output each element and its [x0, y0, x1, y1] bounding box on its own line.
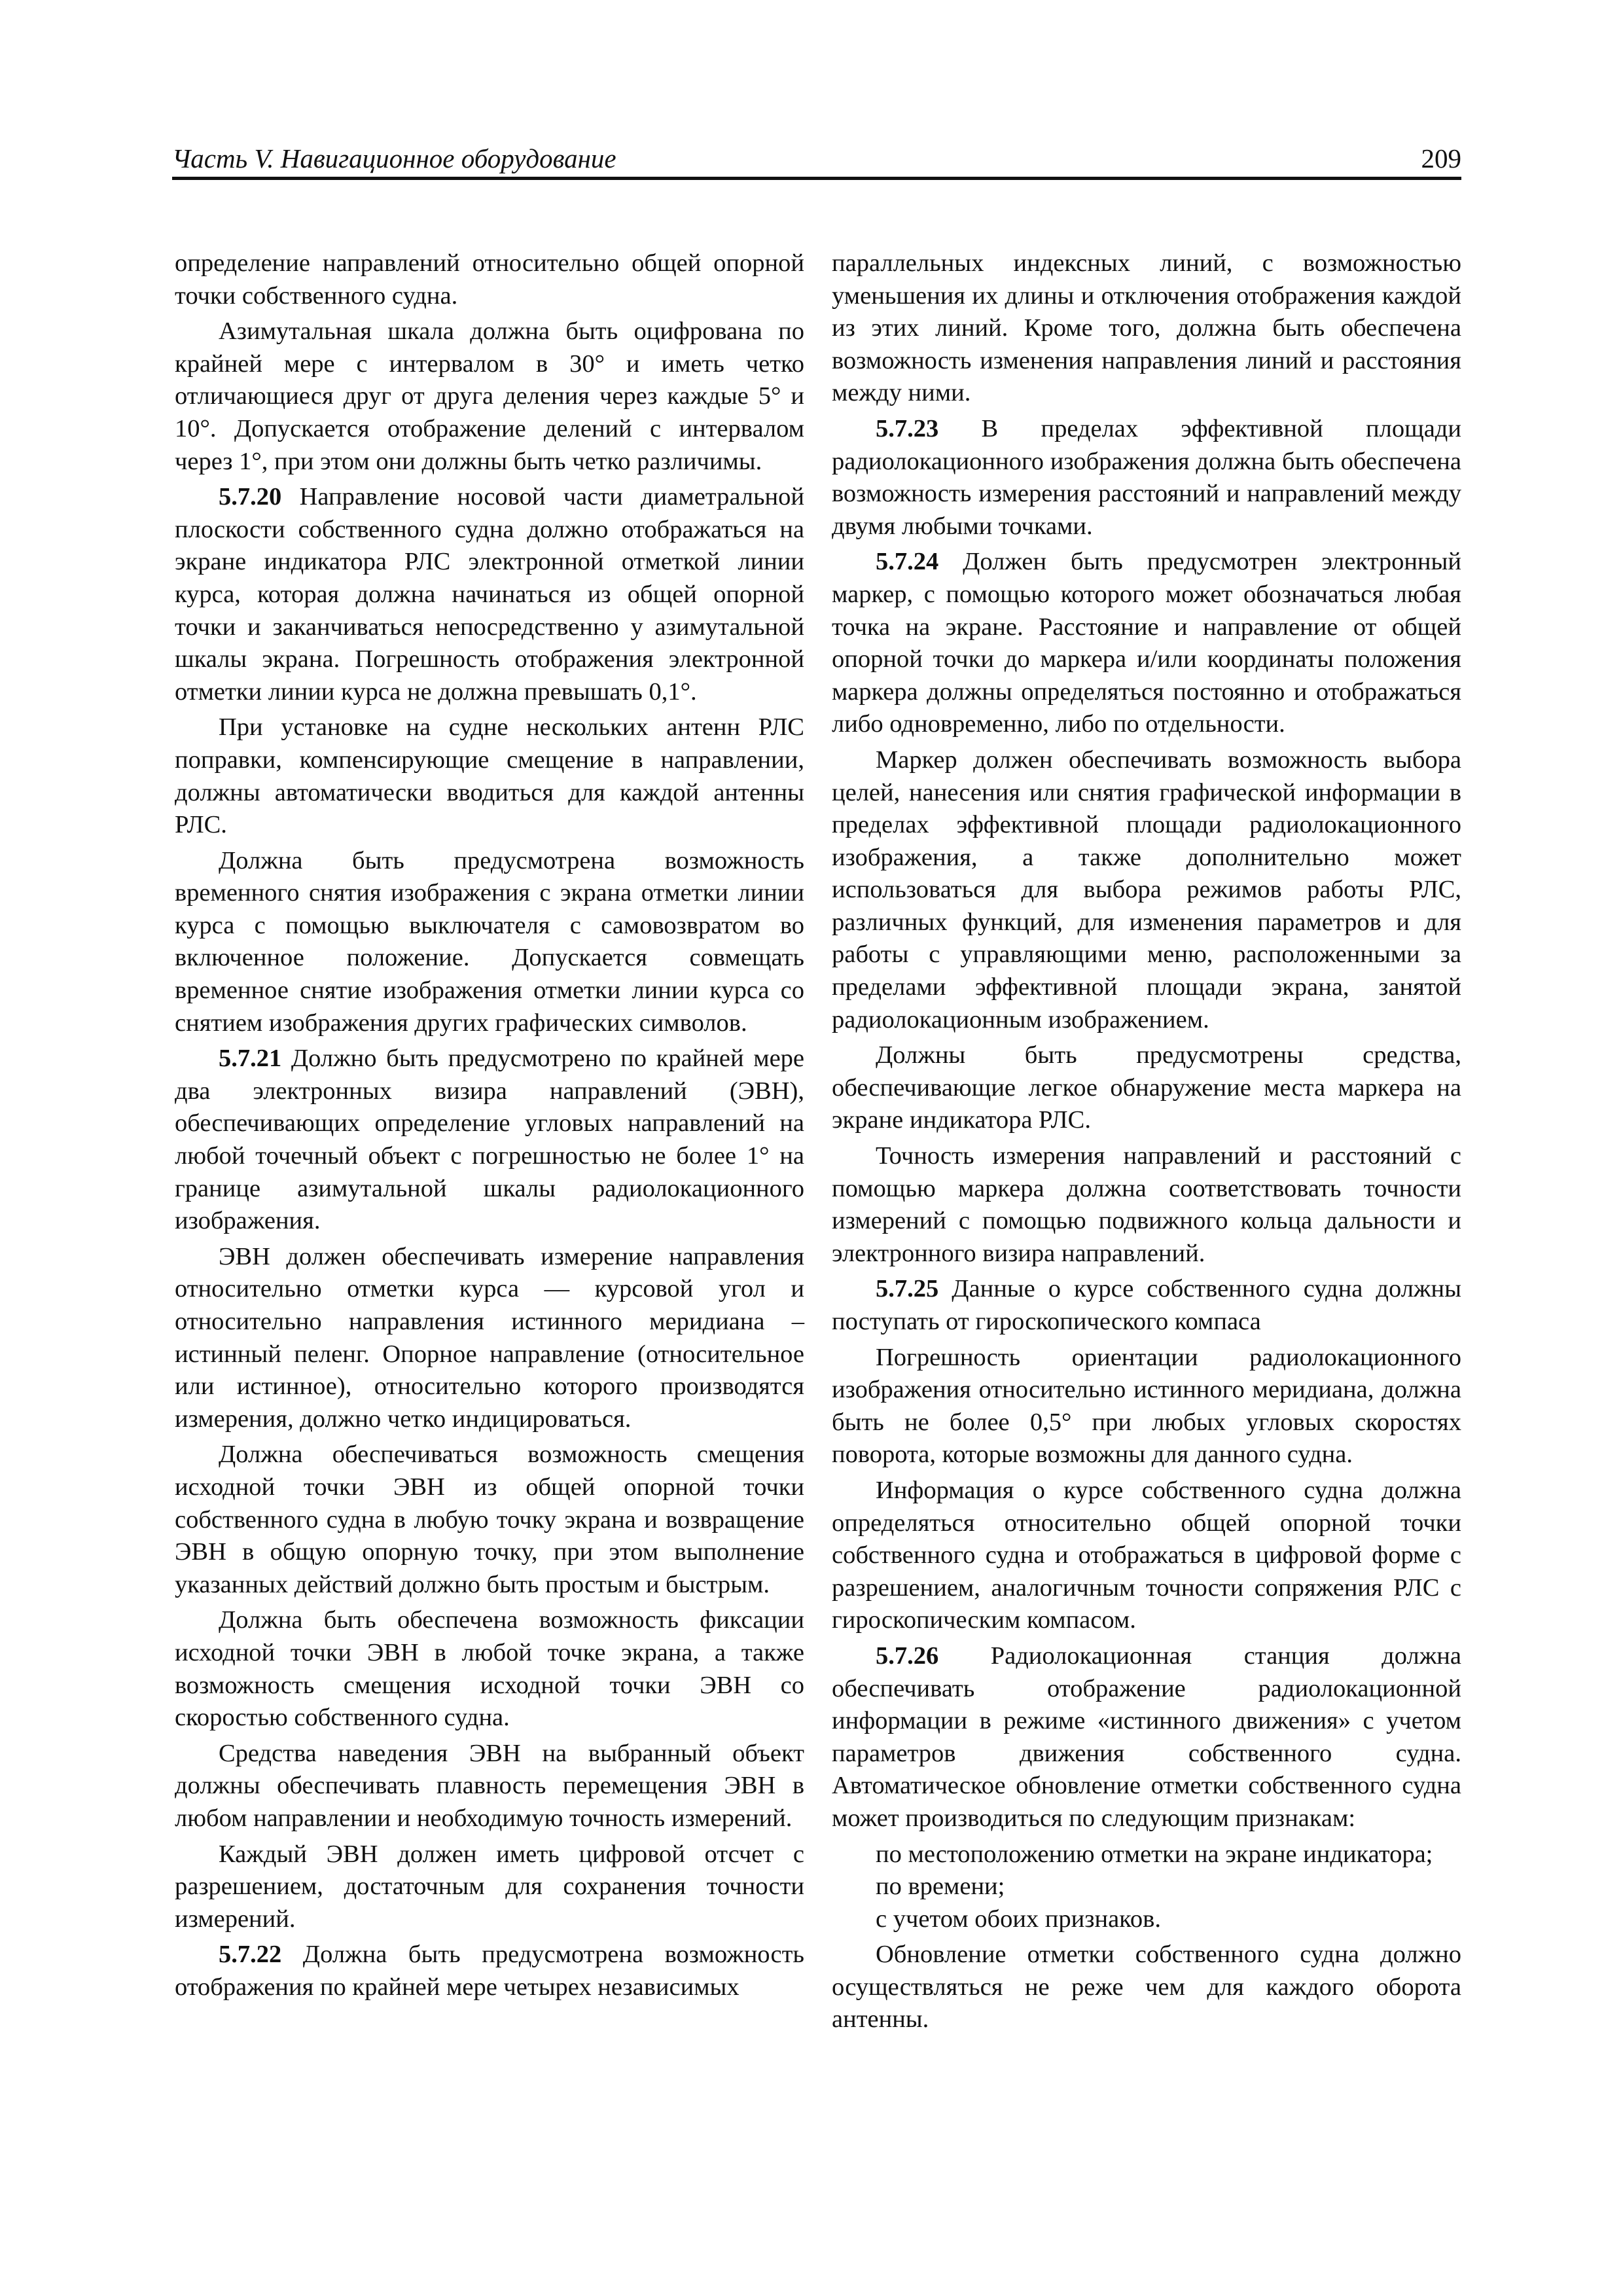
section-text: Направление носовой части диаметральной плоскости собственного судна должно отображаться на экране индикатора РЛС электронной отметкой линии курса, которая должна начинаться из общей опорной точки и заканчиваться непосредственно у азимутальной шкалы экрана. Погрешность отображения электронной отметки линии курса не должна превышать 0,1°. — [175, 483, 804, 706]
section-text: Должна быть предусмотрена возможность отображения по крайней мере четырех независимых — [175, 1941, 804, 2001]
section-number: 5.7.22 — [219, 1941, 282, 1969]
paragraph: Должна обеспечиваться возможность смещения исходной точки ЭВН из общей опорной точки собственного судна в любую точку экрана и возвращение ЭВН в общую опорную точку, при этом выполнение указанных действий должно быть простым и быстрым. — [175, 1441, 804, 1598]
section-number: 5.7.24 — [876, 548, 939, 576]
section-number: 5.7.25 — [876, 1275, 939, 1303]
list-item: с учетом обоих признаков. — [876, 1905, 1161, 1933]
paragraph: Точность измерения направлений и расстояний с помощью маркера должна соответствовать точности измерений с помощью подвижного кольца дальности и электронного визира направлений. — [832, 1142, 1461, 1267]
section-5-7-22 — [175, 1939, 804, 2003]
paragraph: При установке на судне нескольких антенн РЛС поправки, компенсирующие смещение в направлении, должны автоматически вводиться для каждой антенны РЛС. — [175, 713, 804, 839]
section-number: 5.7.21 — [219, 1045, 282, 1073]
section-text: Должен быть предусмотрен электронный маркер, с помощью которого может обозначаться любая точка на экране. Расстояние и направление от общей опорной точки до маркера и/или координаты положения маркера должны определяться постоянно и отображаться либо одновременно, либо по отдельности. — [832, 548, 1461, 738]
section-text: Радиолокационная станция должна обеспечивать отображение радиолокационной информации в режиме «истинного движения» с учетом параметров движения собственного судна. Автоматическое обновление отметки собственного судна может производиться по следующим признакам: — [832, 1641, 1461, 1832]
paragraph: определение направлений относительно общей опорной точки собственного судна. — [175, 249, 804, 310]
section-number: 5.7.20 — [219, 483, 282, 511]
page-header — [172, 136, 1461, 180]
paragraph: Маркер должен обеспечивать возможность выбора целей, нанесения или снятия графической информации в пределах эффективной площади радиолокационного изображения, а также дополнительно может использоваться для выбора режимов работы РЛС, различных функций, для изменения параметров и для работы с управляющими меню, расположенными за пределами эффективной площади экрана, занятой радиолокационным изображением. — [832, 745, 1461, 1033]
right-column — [832, 247, 1461, 2039]
left-column — [175, 247, 804, 2007]
list-item: по местоположению отметки на экране индикатора; — [876, 1840, 1433, 1868]
section-5-7-20 — [175, 481, 804, 708]
header-title: Часть V. Навигационное оборудование — [172, 143, 616, 173]
section-5-7-25 — [832, 1273, 1461, 1338]
paragraph: Азимутальная шкала должна быть оцифрована по крайней мере с интервалом в 30° и иметь четко отличающиеся друг от друга деления через каждые 5° и 10°. Допускается отображение делений с интервалом через 1°, при этом они должны быть четко различимы. — [175, 317, 804, 475]
paragraph: Обновление отметки собственного судна должно осуществляться не реже чем для каждого оборота антенны. — [832, 1941, 1461, 2034]
paragraph: Средства наведения ЭВН на выбранный объект должны обеспечивать плавность перемещения ЭВН в любом направлении и необходимую точность измерений. — [175, 1739, 804, 1832]
page-number: 209 — [1421, 143, 1461, 173]
paragraph: Информация о курсе собственного судна должна определяться относительно общей опорной точки собственного судна и отображаться в цифровой форме с разрешением, аналогичным точности сопряжения РЛС с гироскопическим компасом. — [832, 1476, 1461, 1634]
section-number: 5.7.23 — [876, 414, 939, 442]
paragraph: Погрешность ориентации радиолокационного изображения относительно истинного меридиана, должна быть не более 0,5° при любых угловых скоростях поворота, которые возможны для данного судна. — [832, 1343, 1461, 1469]
paragraph: Должна быть обеспечена возможность фиксации исходной точки ЭВН в любой точке экрана, а также возможность смещения исходной точки ЭВН со скоростью собственного судна. — [175, 1606, 804, 1732]
section-text: Данные о курсе собственного судна должны поступать от гироскопического компаса — [832, 1275, 1461, 1335]
paragraph: Должна быть предусмотрена возможность временного снятия изображения с экрана отметки линии курса с помощью выключателя с самовозвратом во включенное положение. Допускается совмещать временное снятие изображения отметки линии курса со снятием изображения других графических символов. — [175, 846, 804, 1037]
section-5-7-24 — [832, 546, 1461, 741]
section-5-7-26 — [832, 1640, 1461, 1835]
section-5-7-21 — [175, 1043, 804, 1238]
paragraph: Каждый ЭВН должен иметь цифровой отсчет с разрешением, достаточным для сохранения точности измерений. — [175, 1840, 804, 1933]
paragraph: Должны быть предусмотрены средства, обеспечивающие легкое обнаружение места маркера на экране индикатора РЛС. — [832, 1041, 1461, 1134]
section-text: В пределах эффективной площади радиолокационного изображения должна быть обеспечена возможность измерения расстояний и направлений между двумя любыми точками. — [832, 414, 1461, 540]
section-5-7-23 — [832, 413, 1461, 543]
list-item: по времени; — [876, 1873, 1005, 1901]
section-text: Должно быть предусмотрено по крайней мере два электронных визира направлений (ЭВН), обеспечивающих определение угловых направлений на любой точечный объект с погрешностью не более 1° на границе азимутальной шкалы радиолокационного изображения. — [175, 1045, 804, 1235]
paragraph: ЭВН должен обеспечивать измерение направления относительно отметки курса — курсовой угол и относительно направления истинного меридиана – истинный пеленг. Опорное направление (относительное или истинное), относительно которого производятся измерения, должно четко индицироваться. — [175, 1242, 804, 1433]
section-number: 5.7.26 — [876, 1641, 939, 1670]
paragraph: параллельных индексных линий, с возможностью уменьшения их длины и отключения отображения каждой из этих линий. Кроме того, должна быть обеспечена возможность изменения направления линий и расстояния между ними. — [832, 249, 1461, 407]
